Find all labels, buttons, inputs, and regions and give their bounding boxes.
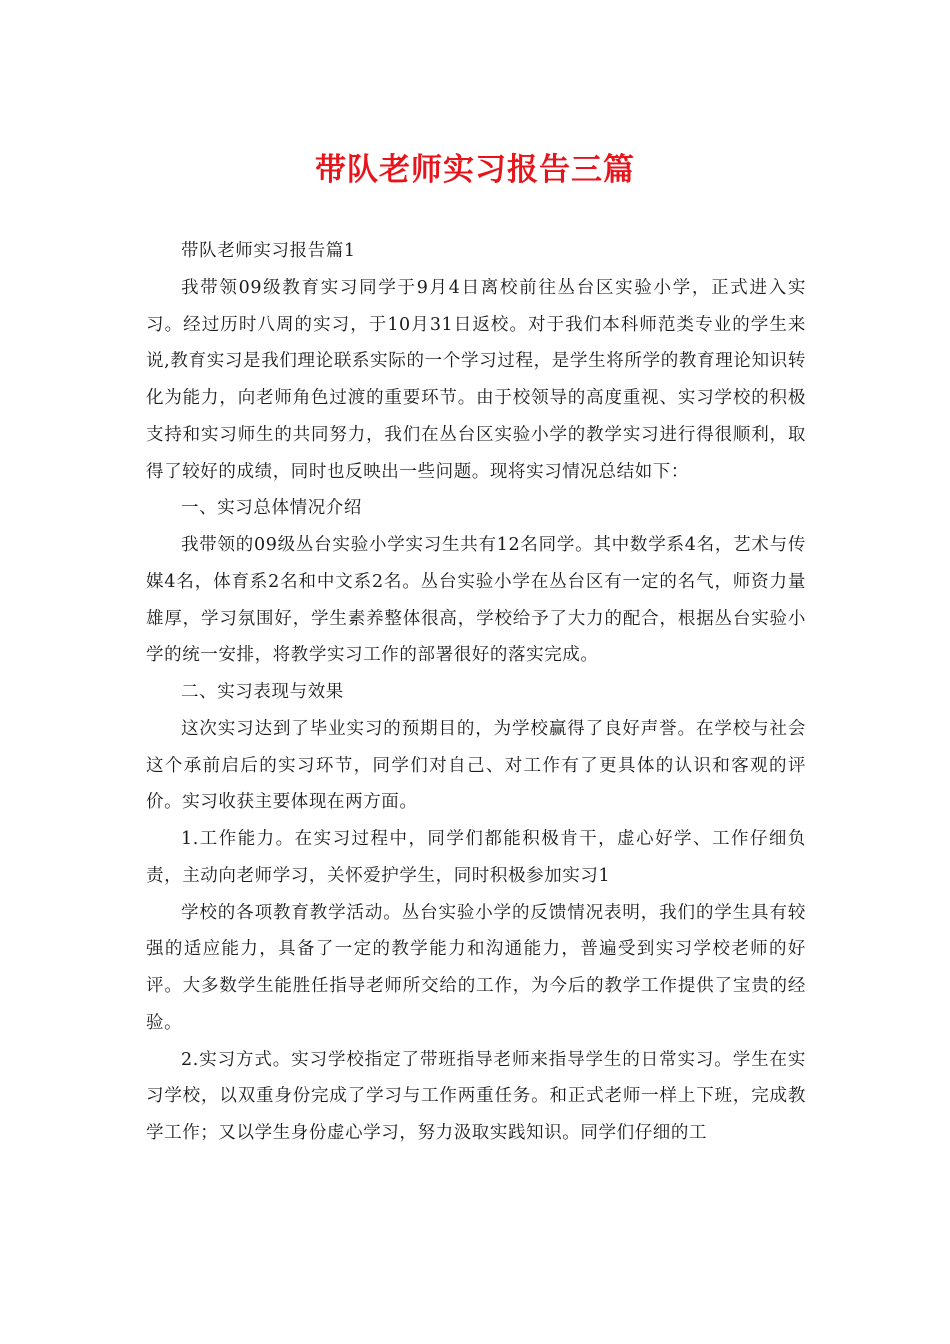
- paragraph-performance: 这次实习达到了毕业实习的预期目的，为学校赢得了良好声誉。在学校与社会这个承前启后的实习环节，同学们对自己、对工作有了更具体的认识和客观的评价。实习收获主要体现在两方面。: [146, 718, 806, 813]
- section-heading-report-1: 带队老师实习报告篇1: [181, 241, 356, 261]
- paragraph-intro: 我带领09级教育实习同学于9月4日离校前往丛台区实验小学，正式进入实习。经过历时八周的实习，于10月31日返校。对于我们本科师范类专业的学生来说,教育实习是我们理论联系实际的一个学习过程，是学生将所学的教育理论知识转化为能力，向老师角色过渡的重要环节。由于校领导的高度重视、实习学校的积极支持和实习师生的共同努力，我们在丛台区实验小学的教学实习进行得很顺利，取得了较好的成绩，同时也反映出一些问题。现将实习情况总结如下：: [146, 277, 806, 482]
- document-body: [146, 233, 806, 1152]
- paragraph-school-activities: 学校的各项教育教学活动。丛台实验小学的反馈情况表明，我们的学生具有较强的适应能力，具备了一定的教学能力和沟通能力，普遍受到实习学校老师的好评。大多数学生能胜任指导老师所交给的工作，为今后的教学工作提供了宝贵的经验。: [146, 902, 806, 1033]
- section-heading-overview: 一、实习总体情况介绍: [181, 498, 362, 519]
- paragraph-internship-method: 2.实习方式。实习学校指定了带班指导老师来指导学生的日常实习。学生在实习学校，以双重身份完成了学习与工作两重任务。和正式老师一样上下班，完成教学工作；又以学生身份虚心学习，努力汲取实践知识。同学们仔细的工: [146, 1049, 806, 1143]
- paragraph-overview: 我带领的09级丛台实验小学实习生共有12名同学。其中数学系4名，艺术与传媒4名，体育系2名和中文系2名。丛台实验小学在丛台区有一定的名气，师资力量雄厚，学习氛围好，学生素养整体很高，学校给予了大力的配合，根据丛台实验小学的统一安排，将教学实习工作的部署很好的落实完成。: [146, 535, 806, 666]
- paragraph-work-ability: 1.工作能力。在实习过程中，同学们都能积极肯干，虚心好学、工作仔细负责，主动向老师学习，关怀爱护学生，同时积极参加实习1: [146, 829, 806, 886]
- section-heading-performance: 二、实习表现与效果: [181, 682, 344, 702]
- document-title: 带队老师实习报告三篇: [315, 152, 635, 188]
